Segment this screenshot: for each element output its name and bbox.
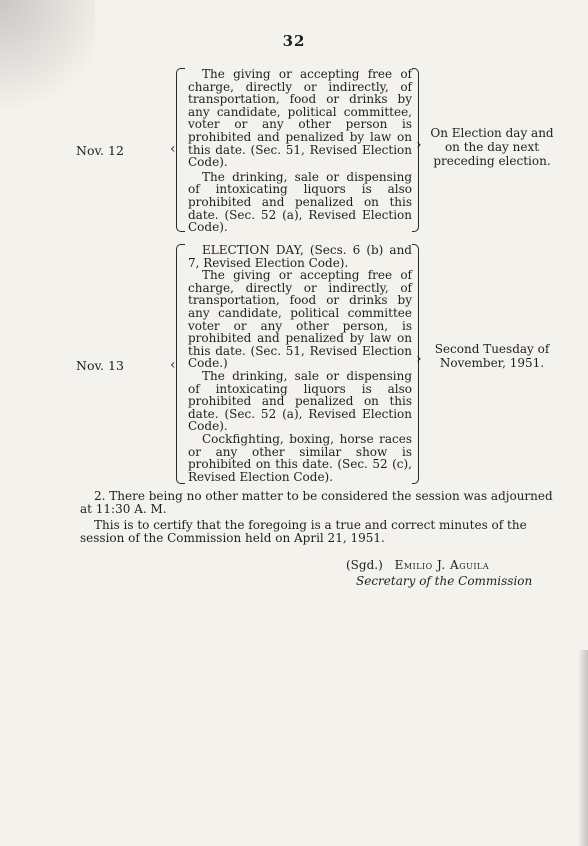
certification-paragraph: This is to certify that the foregoing is a true and correct minutes of the session of the Commission held on April 21, 1951. [80,518,527,545]
left-brace-tip: ‹ [170,141,176,157]
entry-paragraph: ELECTION DAY, (Secs. 6 (b) and 7, Revised Election Code). [188,243,412,270]
entry-date-nov-13: Nov. 13 [76,358,124,373]
entry-note-nov-12: On Election day and on the day next preceding election. [430,126,554,168]
entry-nov-12-text [188,68,412,234]
entry-date-nov-12: Nov. 12 [76,143,124,158]
entry-paragraph: Cockfighting, boxing, horse races or any other similar show is prohibited on this date. (Sec. 52 (c), Revised Election Code). [188,431,412,484]
adjournment-paragraph: 2. There being no other matter to be considered the session was adjourned at 11:30 A. M. [80,489,553,516]
entry-paragraph: The giving or accepting free of charge, directly or indirectly, of transportation, food or drinks by any candidate, political committee voter or any other person, is prohibited and penalized by law on this date. (Sec. 51, Revised Election Code.) [188,268,412,371]
scan-edge-shadow [578,650,588,846]
right-brace-tip: › [416,137,422,153]
entry-paragraph: The drinking, sale or dispensing of intoxicating liquors is also prohibited and penalized on this date. (Sec. 52 (a), Revised Election Code). [188,169,412,235]
left-brace-tip: ‹ [170,357,176,373]
entry-nov-13-text [188,244,412,483]
signature-title: Secretary of the Commission [356,574,533,588]
entry-note-nov-13: Second Tuesday of November, 1951. [434,342,550,370]
entry-paragraph: The giving or accepting free of charge, directly or indirectly, of transportation, food or drinks by any candidate, political committee, voter or any other person is prohibited and penalized by law on this date. (Sec. 51, Revised Election Code). [188,67,412,170]
left-brace [176,244,185,484]
right-brace-tip: › [416,351,422,367]
page-number: 32 [282,32,306,50]
scan-speckle [0,0,95,130]
signature-line [346,558,489,572]
signature-prefix: (Sgd.) [346,558,383,572]
signature-name: Emilio J. Aguila [394,558,490,572]
left-brace [176,68,185,232]
entry-paragraph: The drinking, sale or dispensing of intoxicating liquors is also prohibited and penalized on this date. (Sec. 52 (a), Revised Election Code). [188,368,412,434]
